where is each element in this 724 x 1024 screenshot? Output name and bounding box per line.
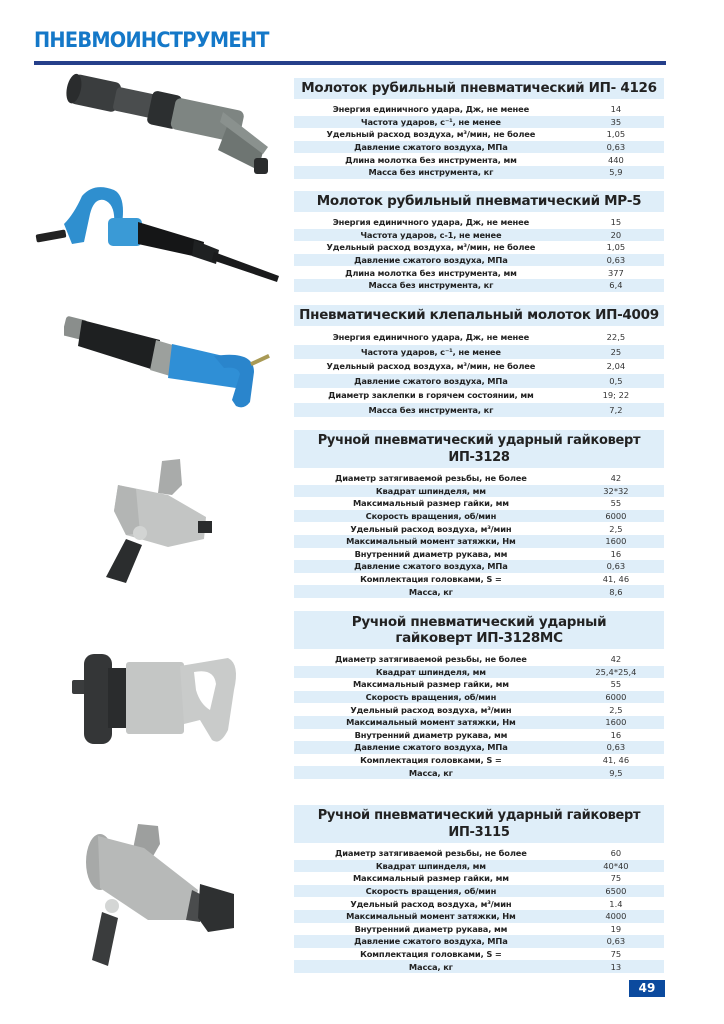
table-row (294, 585, 664, 598)
spec-value: 60 (568, 847, 664, 860)
product-title: Молоток рубильный пневматический МР-5 (294, 191, 664, 212)
spec-value: 0,63 (568, 741, 664, 754)
product-section-ip4009 (294, 305, 664, 417)
table-row (294, 241, 664, 254)
spec-value: 20 (568, 229, 664, 242)
spec-param: Удельный расход воздуха, м³/мин, не более (294, 359, 568, 374)
spec-value: 6000 (568, 510, 664, 523)
spec-value: 2,04 (568, 359, 664, 374)
spec-param: Энергия единичного удара, Дж, не менее (294, 216, 568, 229)
table-row (294, 573, 664, 586)
table-row (294, 766, 664, 779)
table-row (294, 497, 664, 510)
spec-value: 6,4 (568, 279, 664, 292)
spec-param: Диаметр затягиваемой резьбы, не более (294, 472, 568, 485)
table-row (294, 948, 664, 961)
spec-value: 0,63 (568, 560, 664, 573)
spec-value: 35 (568, 116, 664, 129)
table-row (294, 216, 664, 229)
spec-param: Квадрат шпинделя, мм (294, 666, 568, 679)
spec-value: 8,6 (568, 585, 664, 598)
table-row (294, 153, 664, 166)
spec-param: Давление сжатого воздуха, МПа (294, 374, 568, 389)
spec-value: 16 (568, 548, 664, 561)
table-row (294, 279, 664, 292)
spec-param: Комплектация головками, S = (294, 948, 568, 961)
table-row (294, 266, 664, 279)
spec-param: Максимальный момент затяжки, Нм (294, 535, 568, 548)
spec-param: Удельный расход воздуха, м³/мин, не более (294, 128, 568, 141)
spec-value: 0,63 (568, 935, 664, 948)
spec-param: Диаметр заклепки в горячем состоянии, мм (294, 388, 568, 403)
product-title-line1: Ручной пневматический ударный (351, 614, 607, 630)
table-row (294, 229, 664, 242)
chipping-hammer-grey-image (58, 72, 278, 182)
table-row (294, 103, 664, 116)
table-row (294, 872, 664, 885)
spec-value: 41, 46 (568, 573, 664, 586)
spec-param: Максимальный размер гайки, мм (294, 678, 568, 691)
table-row (294, 359, 664, 374)
table-row (294, 128, 664, 141)
spec-param: Энергия единичного удара, Дж, не менее (294, 103, 568, 116)
table-row (294, 522, 664, 535)
table-row (294, 860, 664, 873)
spec-value: 42 (568, 472, 664, 485)
spec-param: Внутренний диаметр рукава, мм (294, 548, 568, 561)
spec-param: Внутренний диаметр рукава, мм (294, 923, 568, 936)
table-row (294, 691, 664, 704)
spec-value: 9,5 (568, 766, 664, 779)
spec-value: 0,63 (568, 141, 664, 154)
spec-value: 6000 (568, 691, 664, 704)
spec-value: 1,05 (568, 241, 664, 254)
table-row (294, 330, 664, 345)
table-row (294, 254, 664, 267)
spec-value: 0,63 (568, 254, 664, 267)
title-divider (34, 61, 666, 65)
spec-param: Давление сжатого воздуха, МПа (294, 560, 568, 573)
table-row (294, 560, 664, 573)
table-row (294, 923, 664, 936)
product-title (294, 611, 664, 649)
table-row (294, 510, 664, 523)
table-row (294, 548, 664, 561)
spec-value: 1600 (568, 535, 664, 548)
spec-param: Частота ударов, с⁻¹, не менее (294, 116, 568, 129)
table-row (294, 345, 664, 360)
spec-value: 32*32 (568, 485, 664, 498)
product-title: Ручной пневматический ударный гайковерт ИП-3115 (294, 805, 664, 843)
product-title-line2: гайковерт ИП-3128МС (395, 630, 563, 646)
table-row (294, 741, 664, 754)
spec-value: 2,5 (568, 703, 664, 716)
spec-param: Масса, кг (294, 960, 568, 973)
table-row (294, 666, 664, 679)
spec-param: Максимальный размер гайки, мм (294, 872, 568, 885)
product-section-ip4126 (294, 78, 664, 179)
table-row (294, 960, 664, 973)
spec-value: 41, 46 (568, 754, 664, 767)
spec-param: Давление сжатого воздуха, МПа (294, 254, 568, 267)
spec-value: 1,05 (568, 128, 664, 141)
spec-value: 7,2 (568, 403, 664, 418)
spec-value: 377 (568, 266, 664, 279)
spec-value: 75 (568, 872, 664, 885)
spec-value: 440 (568, 153, 664, 166)
spec-param: Удельный расход воздуха, м³/мин, не более (294, 241, 568, 254)
table-row (294, 910, 664, 923)
table-row (294, 885, 664, 898)
impact-wrench-3115-image (78, 820, 258, 970)
table-row (294, 472, 664, 485)
table-row (294, 116, 664, 129)
impact-wrench-3128-image (96, 455, 226, 585)
table-row (294, 678, 664, 691)
spec-value: 5,9 (568, 166, 664, 179)
spec-value: 42 (568, 653, 664, 666)
riveting-hammer-blue-image (64, 310, 274, 415)
spec-value: 6500 (568, 885, 664, 898)
table-row (294, 485, 664, 498)
spec-value: 2,5 (568, 522, 664, 535)
product-section-ip3128 (294, 430, 664, 598)
table-row (294, 729, 664, 742)
spec-param: Давление сжатого воздуха, МПа (294, 935, 568, 948)
spec-param: Квадрат шпинделя, мм (294, 860, 568, 873)
spec-param: Масса без инструмента, кг (294, 279, 568, 292)
spec-param: Максимальный размер гайки, мм (294, 497, 568, 510)
spec-param: Диаметр затягиваемой резьбы, не более (294, 847, 568, 860)
spec-table (294, 330, 664, 417)
spec-param: Длина молотка без инструмента, мм (294, 266, 568, 279)
spec-value: 4000 (568, 910, 664, 923)
product-section-mr5 (294, 191, 664, 292)
spec-param: Длина молотка без инструмента, мм (294, 153, 568, 166)
spec-value: 55 (568, 678, 664, 691)
product-section-ip3128mc (294, 611, 664, 779)
spec-param: Комплектация головками, S = (294, 573, 568, 586)
product-title: Ручной пневматический ударный гайковерт ИП-3128 (294, 430, 664, 468)
spec-param: Удельный расход воздуха, м³/мин (294, 703, 568, 716)
spec-value: 75 (568, 948, 664, 961)
spec-param: Частота ударов, с⁻¹, не менее (294, 345, 568, 360)
spec-param: Квадрат шпинделя, мм (294, 485, 568, 498)
spec-param: Комплектация головками, S = (294, 754, 568, 767)
table-row (294, 897, 664, 910)
spec-param: Масса, кг (294, 585, 568, 598)
table-row (294, 653, 664, 666)
spec-value: 55 (568, 497, 664, 510)
spec-value: 1.4 (568, 897, 664, 910)
spec-value: 25,4*25,4 (568, 666, 664, 679)
product-title: Молоток рубильный пневматический ИП- 4126 (294, 78, 664, 99)
table-row (294, 388, 664, 403)
product-section-ip3115 (294, 805, 664, 973)
spec-param: Удельный расход воздуха, м³/мин (294, 897, 568, 910)
spec-table (294, 103, 664, 179)
spec-value: 13 (568, 960, 664, 973)
table-row (294, 847, 664, 860)
spec-param: Удельный расход воздуха, м³/мин (294, 522, 568, 535)
spec-param: Давление сжатого воздуха, МПа (294, 741, 568, 754)
chipping-hammer-blue-image (34, 184, 284, 284)
spec-table (294, 472, 664, 598)
spec-param: Масса без инструмента, кг (294, 403, 568, 418)
table-row (294, 374, 664, 389)
spec-value: 0,5 (568, 374, 664, 389)
spec-value: 25 (568, 345, 664, 360)
spec-param: Внутренний диаметр рукава, мм (294, 729, 568, 742)
table-row (294, 166, 664, 179)
table-row (294, 716, 664, 729)
spec-param: Скорость вращения, об/мин (294, 885, 568, 898)
spec-param: Частота ударов, с-1, не менее (294, 229, 568, 242)
table-row (294, 703, 664, 716)
spec-value: 15 (568, 216, 664, 229)
table-row (294, 754, 664, 767)
spec-param: Диаметр затягиваемой резьбы, не более (294, 653, 568, 666)
spec-value: 19 (568, 923, 664, 936)
spec-param: Скорость вращения, об/мин (294, 510, 568, 523)
table-row (294, 403, 664, 418)
spec-param: Масса, кг (294, 766, 568, 779)
table-row (294, 535, 664, 548)
spec-param: Максимальный момент затяжки, Нм (294, 716, 568, 729)
spec-value: 1600 (568, 716, 664, 729)
product-title: Пневматический клепальный молоток ИП-4009 (294, 305, 664, 326)
spec-param: Давление сжатого воздуха, МПа (294, 141, 568, 154)
spec-param: Максимальный момент затяжки, Нм (294, 910, 568, 923)
spec-table (294, 216, 664, 292)
spec-param: Энергия единичного удара, Дж, не менее (294, 330, 568, 345)
spec-table (294, 653, 664, 779)
spec-param: Скорость вращения, об/мин (294, 691, 568, 704)
spec-table (294, 847, 664, 973)
spec-value: 14 (568, 103, 664, 116)
spec-param: Масса без инструмента, кг (294, 166, 568, 179)
page-number-badge: 49 (629, 980, 665, 997)
table-row (294, 141, 664, 154)
page-title: ПНЕВМОИНСТРУМЕНТ (34, 28, 269, 52)
spec-value: 16 (568, 729, 664, 742)
spec-value: 22,5 (568, 330, 664, 345)
spec-value: 19; 22 (568, 388, 664, 403)
impact-wrench-3128mc-image (70, 650, 250, 760)
spec-value: 40*40 (568, 860, 664, 873)
table-row (294, 935, 664, 948)
